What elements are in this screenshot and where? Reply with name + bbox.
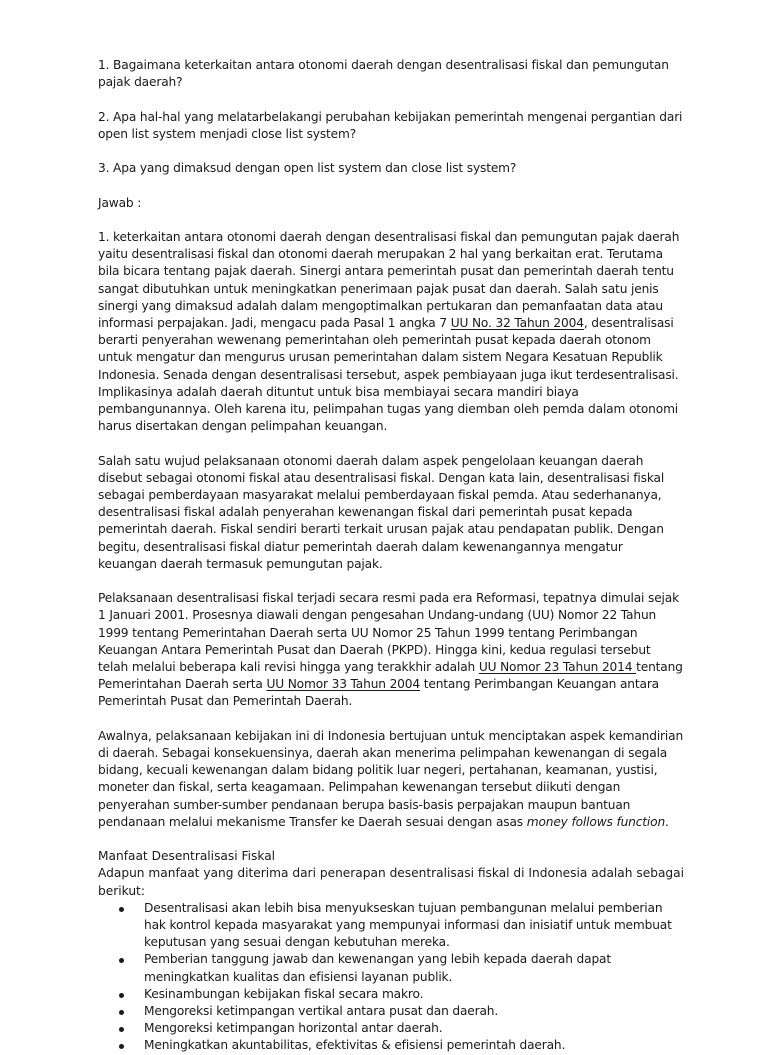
list-item: Desentralisasi akan lebih bisa menyukseskan tujuan pembangunan melalui pemberian hak kontrol kepada masyarakat yang mempunyai informasi dan inisiatif untuk membuat keputusan yang sesuai dengan kebutuhan mereka.	[144, 900, 684, 952]
law-link-uu-32-2004[interactable]: UU No. 32 Tahun 2004	[450, 315, 584, 330]
manfaat-list	[98, 900, 684, 1055]
answer-4-text-b: .	[665, 814, 669, 829]
answer-1-text-b: , desentralisasi berarti penyerahan wewenang pemerintahan oleh pemerintah pusat kepada daerah otonom untuk mengatur dan mengurus urusan pemerintahan dalam sistem Negara Kesatuan Republik Indonesia. Senada dengan desentralisasi tersebut, aspek pembiayaan juga ikut terdesentralisasi. Implikasinya adalah daerah dituntut untuk bisa membiayai secara mandiri biaya pembangunannya. Oleh karena itu, pelimpahan tugas yang diemban oleh pemda dalam otonomi harus disertakan dengan pelimpahan keuangan.	[98, 315, 679, 434]
question-1: 1. Bagaimana keterkaitan antara otonomi daerah dengan desentralisasi fiskal dan pemungutan pajak daerah?	[98, 58, 669, 90]
list-item: Meningkatkan akuntabilitas, efektivitas & efisiensi pemerintah daerah.	[144, 1037, 684, 1054]
answer-paragraph-3	[98, 590, 684, 710]
manfaat-intro: Adapun manfaat yang diterima dari penerapan desentralisasi fiskal di Indonesia adalah sebagai berikut:	[98, 866, 685, 898]
answer-paragraph-2: Salah satu wujud pelaksanaan otonomi daerah dalam aspek pengelolaan keuangan daerah disebut sebagai otonomi fiskal atau desentralisasi fiskal. Dengan kata lain, desentralisasi fiskal sebagai pemberdayaan masyarakat melalui pemberdayaan fiskal pemda. Atau sederhananya, desentralisasi fiskal adalah penyerahan kewenangan fiskal dari pemerintah pusat kepada pemerintah daerah. Fiskal sendiri berarti terkait urusan pajak atau pendapatan publik. Dengan begitu, desentralisasi fiskal diatur pemerintah daerah dalam kewenangannya mengatur keuangan daerah termasuk pemungutan pajak.	[98, 453, 665, 571]
list-item: Mengoreksi ketimpangan horizontal antar daerah.	[144, 1020, 684, 1037]
answer-3-text-c: tentang Perimbangan Keuangan antara Pemerintah Pusat dan Pemerintah Daerah.	[98, 677, 659, 709]
document-page	[98, 57, 684, 1055]
answer-1-text-a: 1. keterkaitan antara otonomi daerah dengan desentralisasi fiskal dan pemungutan pajak daerah yaitu desentralisasi fiskal dan otonomi daerah merupakan 2 hal yang berkaitan erat. Terutama bila bicara tentang pajak daerah. Sinergi antara pemerintah pusat dan pemerintah daerah tentu sangat dibutuhkan untuk meningkatkan penerimaan pajak pusat dan daerah. Salah satu jenis sinergi yang dimaksud adalah dalam mengoptimalkan pertukaran dan pemanfaatan data atau informasi perpajakan. Jadi, mengacu pada Pasal 1 angka 7	[98, 229, 680, 330]
answer-4-italic-phrase: money follows function	[526, 814, 666, 829]
answer-4-text-a: Awalnya, pelaksanaan kebijakan ini di Indonesia bertujuan untuk menciptakan aspek kemandirian di daerah. Sebagai konsekuensinya, daerah akan menerima pelimpahan kewenangan di segala bidang, kecuali kewenangan dalam bidang politik luar negeri, pertahanan, keamanan, yustisi, moneter dan fiskal, serta keagamaan. Pelimpahan kewenangan tersebut diikuti dengan penyerahan sumber-sumber pendanaan berupa basis-basis perpajakan maupun bantuan pendanaan melalui mekanisme Transfer ke Daerah sesuai dengan asas	[98, 728, 684, 829]
question-2: 2. Apa hal-hal yang melatarbelakangi perubahan kebijakan pemerintah mengenai pergantian dari open list system menjadi close list system?	[98, 109, 683, 141]
manfaat-section-title: Manfaat Desentralisasi Fiskal	[98, 849, 276, 864]
law-link-uu-33-2004[interactable]: UU Nomor 33 Tahun 2004	[266, 677, 420, 692]
list-item: Kesinambungan kebijakan fiskal secara makro.	[144, 986, 684, 1003]
answer-3-text-a: Pelaksanaan desentralisasi fiskal terjadi secara resmi pada era Reformasi, tepatnya dimulai sejak 1 Januari 2001. Prosesnya diawali dengan pengesahan Undang-undang (UU) Nomor 22 Tahun 1999 tentang Pemerintahan Daerah serta UU Nomor 25 Tahun 1999 tentang Perimbangan Keuangan Antara Pemerintah Pusat dan Daerah (PKPD). Hingga kini, kedua regulasi tersebut telah melalui beberapa kali revisi hingga yang terakkhir adalah	[98, 591, 679, 675]
answer-paragraph-1	[98, 229, 684, 435]
law-link-uu-23-2014[interactable]: UU Nomor 23 Tahun 2014	[478, 660, 637, 675]
question-3: 3. Apa yang dimaksud dengan open list system dan close list system?	[98, 161, 517, 176]
jawab-label: Jawab :	[98, 195, 142, 210]
answer-3-text-b: tentang Pemerintahan Daerah serta	[98, 660, 683, 692]
list-item: Pemberian tanggung jawab dan kewenangan yang lebih kepada daerah dapat meningkatkan kualitas dan efisiensi layanan publik.	[144, 951, 684, 985]
answer-paragraph-4	[98, 728, 684, 831]
list-item: Mengoreksi ketimpangan vertikal antara pusat dan daerah.	[144, 1003, 684, 1020]
